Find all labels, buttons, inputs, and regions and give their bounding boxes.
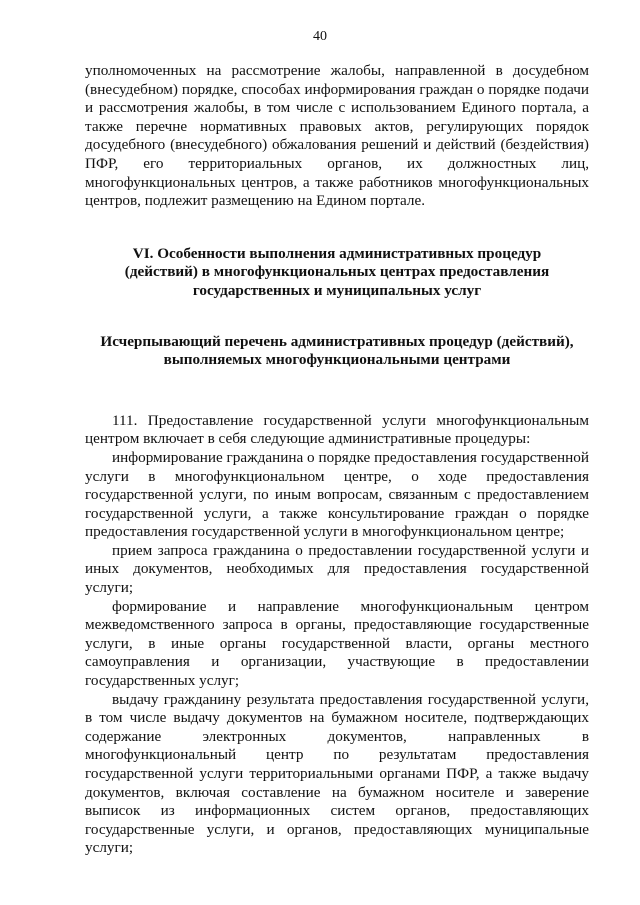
page-number: 40 (313, 29, 327, 44)
list-item-reception: прием запроса гражданина о предоставлении государственной услуги и иных документов, необходимых для предоставления государственной услуги; (85, 541, 589, 597)
list-item-interagency-request: формирование и направление многофункциональным центром межведомственного запроса в органы, предоставляющие государственные услуги, в иные органы государственной власти, органы местного самоуправления и организации, участвующие в предоставлении государственных услуг; (85, 597, 589, 690)
list-item-informing: информирование гражданина о порядке предоставления государственной услуги в многофункциональном центре, о ходе предоставления государственной услуги, по иным вопросам, связанным с предоставлением государственной услуги, а также консультирование граждан о порядке предоставления государственной услуги в многофункциональном центре; (85, 448, 589, 541)
list-item-issuance: выдачу гражданину результата предоставления государственной услуги, в том числе выдачу документов на бумажном носителе, подтверждающих содержание электронных документов, направленных в многофункциональный центр по результатам предоставления государственной услуги территориальными органами ПФР, а также выдачу документов, включая составление на бумажном носителе и заверение выписок из информационных систем органов, предоставляющих государственные услуги, и органов, предоставляющих муниципальные услуги; (85, 690, 589, 857)
document-body (85, 62, 589, 858)
paragraph-111: 111. Предоставление государственной услуги многофункциональным центром включает в себя следующие административные процедуры: (85, 411, 589, 448)
section-title: VI. Особенности выполнения административных процедур (действий) в многофункциональных центрах предоставления государственных и муниципальных услуг (124, 244, 550, 299)
subsection-title: Исчерпывающий перечень административных процедур (действий), выполняемых многофункциональными центрами (100, 332, 574, 369)
intro-paragraph: уполномоченных на рассмотрение жалобы, направленной в досудебном (внесудебном) порядке, способах информирования граждан о порядке подачи и рассмотрения жалобы, в том числе с использованием Единого портала, а также перечне нормативных правовых актов, регулирующих порядок досудебного (внесудебного) обжалования решений и действий (бездействия) ПФР, его территориальных органов, их должностных лиц, многофункциональных центров, а также работников многофункциональных центров, подлежит размещению на Едином портале. (85, 62, 589, 210)
